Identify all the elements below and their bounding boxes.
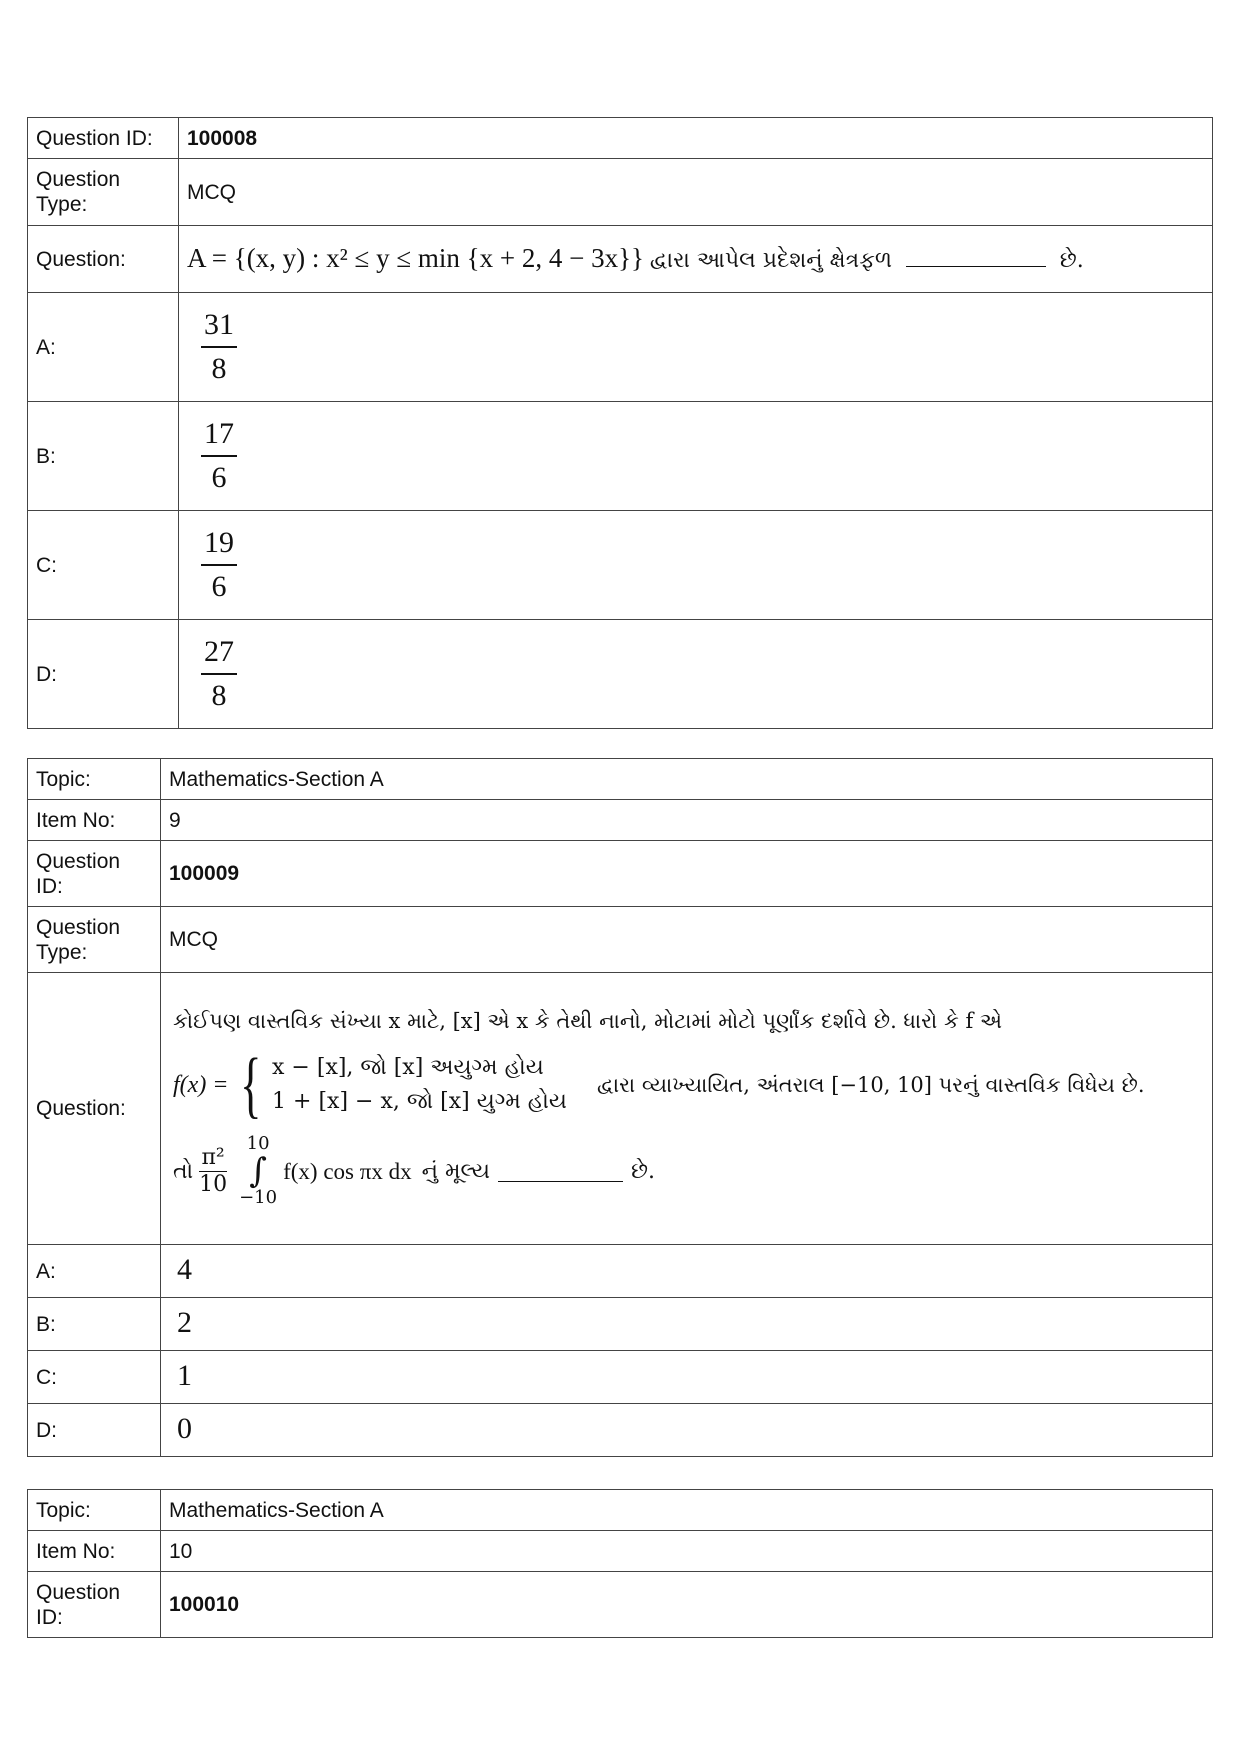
option-label: D: [28,1404,161,1457]
row-question-type [28,159,1213,226]
answer-blank [906,246,1046,267]
line3-pre: તો [173,1158,194,1184]
numerator: π² [201,1144,225,1170]
case-odd: x − [x], જો [x] અયુગ્મ હોય [272,1055,544,1080]
denominator: 6 [211,570,227,603]
numerator: 17 [201,417,237,457]
question-math: A = {(x, y) : x² ≤ y ≤ min {x + 2, 4 − 3x}} [187,242,644,273]
question-line-1: કોઈપણ વાસ્તવિક સંખ્યા x માટે, [x] એ x કે તેથી નાનો, મોટામાં મોટો પૂર્ણાંક દર્શાવે છે. ધારો કે f એ [173,1009,1003,1033]
question-table-100010 [27,1489,1213,1638]
question-text: દ્વારા આપેલ પ્રદેશનું ક્ષેત્રફળ [649,247,893,273]
question-line-2 [173,1044,1200,1126]
line3-end: છે. [630,1158,655,1184]
option-row-b [28,1298,1213,1351]
question-id-label: Question ID: [28,841,161,907]
case-even: 1 + [x] − x, જો [x] યુગ્મ હોય [272,1089,567,1114]
question-table-100009 [27,758,1213,1457]
denominator: 8 [211,679,227,712]
option-number: 1 [177,1359,192,1392]
option-label: C: [28,511,179,620]
question-end: છે. [1059,247,1084,273]
question-line-3 [173,1134,1200,1208]
option-row-c [28,1351,1213,1404]
question-id-label: Question ID: [28,1572,161,1638]
question-id-label: Question ID: [28,118,179,159]
item-no-value: 9 [161,800,1213,841]
row-question-id [28,1572,1213,1638]
fraction [201,526,237,604]
option-row-d [28,620,1213,729]
option-label: C: [28,1351,161,1404]
option-value [179,293,1213,402]
topic-label: Topic: [28,1490,161,1531]
answer-blank [498,1161,623,1182]
option-value [161,1298,1213,1351]
left-brace: { [239,1044,261,1126]
piecewise-cases [272,1051,567,1119]
denominator: 6 [211,461,227,494]
option-label: D: [28,620,179,729]
numerator: 31 [201,308,237,348]
integral-sign [239,1134,277,1208]
topic-value: Mathematics-Section A [161,1490,1213,1531]
numerator: 27 [201,635,237,675]
question-line-2-rest: દ્વારા વ્યાખ્યાયિત, અંતરાલ [−10, 10] પરનું વાસ્તવિક વિધેય છે. [596,1072,1145,1097]
integrand: f(x) cos πx dx [283,1158,412,1184]
option-label: A: [28,1245,161,1298]
option-row-a [28,293,1213,402]
question-id-value: 100009 [161,841,1213,907]
integral-upper: 10 [246,1133,270,1154]
question-content [161,973,1213,1245]
topic-label: Topic: [28,759,161,800]
denominator: 8 [211,352,227,385]
option-value [179,511,1213,620]
option-value [179,620,1213,729]
question-id-value: 100008 [179,118,1213,159]
question-label: Question: [28,973,161,1245]
option-row-c [28,511,1213,620]
row-question-id [28,118,1213,159]
option-row-a [28,1245,1213,1298]
fraction [201,635,237,713]
question-id-value: 100010 [161,1572,1213,1638]
option-label: B: [28,1298,161,1351]
question-type-value: MCQ [161,907,1213,973]
function-lhs: f(x) = [173,1071,229,1098]
denominator: 10 [199,1171,228,1197]
item-no-value: 10 [161,1531,1213,1572]
topic-value: Mathematics-Section A [161,759,1213,800]
numerator: 19 [201,526,237,566]
item-no-label: Item No: [28,800,161,841]
question-type-label: Question Type: [28,159,179,226]
option-row-b [28,402,1213,511]
item-no-label: Item No: [28,1531,161,1572]
option-number: 4 [177,1253,192,1286]
option-label: A: [28,293,179,402]
question-type-value: MCQ [179,159,1213,226]
row-question-id [28,841,1213,907]
row-question-type [28,907,1213,973]
option-label: B: [28,402,179,511]
option-value [161,1404,1213,1457]
row-topic [28,1490,1213,1531]
question-content [179,226,1213,293]
option-number: 0 [177,1412,192,1445]
option-value [161,1245,1213,1298]
row-question [28,973,1213,1245]
option-value [161,1351,1213,1404]
pi-squared-fraction [199,1145,227,1198]
question-table-100008 [27,117,1213,729]
row-item-no [28,800,1213,841]
option-number: 2 [177,1306,192,1339]
row-item-no [28,1531,1213,1572]
row-question [28,226,1213,293]
option-row-d [28,1404,1213,1457]
integral-lower: −10 [239,1187,278,1208]
integral-symbol: ∫ [249,1151,267,1191]
fraction [201,417,237,495]
fraction [201,308,237,386]
question-type-label: Question Type: [28,907,161,973]
row-topic [28,759,1213,800]
question-label: Question: [28,226,179,293]
line3-post: નું મૂલ્ય [421,1158,490,1184]
option-value [179,402,1213,511]
